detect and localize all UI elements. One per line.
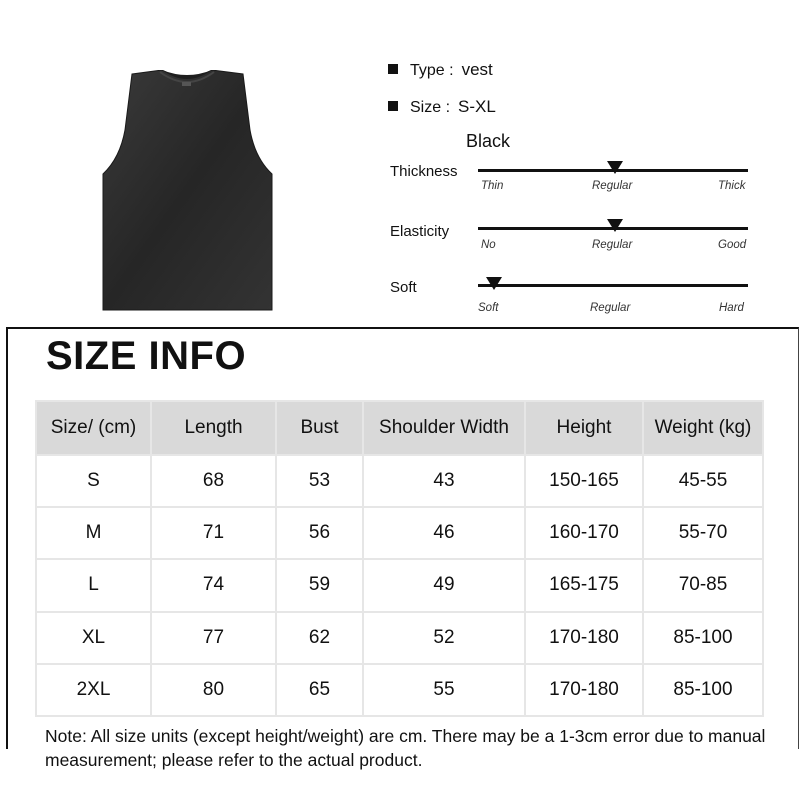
spec-size-value: S-XL [458,97,496,116]
spec-size-label: Size : [410,99,451,116]
scale-soft-label: Soft [390,279,417,296]
bullet-square-icon [388,101,398,111]
cell-height: 165-175 [526,560,642,610]
cell-bust: 62 [277,613,362,663]
scale-soft-tick-mid: Regular [590,302,631,314]
cell-size: M [37,508,150,558]
size-table-header-row [37,402,762,454]
size-info-title: SIZE INFO [46,334,247,378]
table-row [37,665,762,715]
scale-thickness-tick-low: Thin [481,180,504,192]
scale-thickness-label: Thickness [390,163,458,180]
scale-elasticity-label: Elasticity [390,223,450,240]
cell-bust: 59 [277,560,362,610]
header-bust: Bust [277,402,362,454]
scale-soft-marker [486,277,502,290]
cell-length: 74 [152,560,275,610]
cell-height: 170-180 [526,613,642,663]
scale-thickness-tick-mid: Regular [592,180,633,192]
bullet-square-icon [388,64,398,74]
color-name: Black [466,131,511,151]
cell-length: 80 [152,665,275,715]
scale-elasticity-tick-mid: Regular [592,239,633,251]
cell-bust: 56 [277,508,362,558]
table-row [37,560,762,610]
scale-soft-bar [478,284,748,287]
cell-size: XL [37,613,150,663]
cell-shoulder-width: 43 [364,456,524,506]
size-table [35,400,764,717]
scale-soft-tick-low: Soft [478,302,499,314]
scale-elasticity-marker [607,219,623,232]
spec-type-value: vest [461,60,493,79]
cell-length: 71 [152,508,275,558]
cell-shoulder-width: 46 [364,508,524,558]
header-height: Height [526,402,642,454]
cell-size: S [37,456,150,506]
table-row [37,456,762,506]
cell-shoulder-width: 52 [364,613,524,663]
spec-size [388,97,496,117]
cell-weight: 55-70 [644,508,762,558]
header-size: Size/ (cm) [37,402,150,454]
cell-bust: 53 [277,456,362,506]
cell-shoulder-width: 55 [364,665,524,715]
cell-weight: 45-55 [644,456,762,506]
cell-height: 170-180 [526,665,642,715]
spec-type-label: Type : [410,62,454,79]
table-row [37,508,762,558]
cell-length: 77 [152,613,275,663]
cell-size: 2XL [37,665,150,715]
cell-weight: 70-85 [644,560,762,610]
header-weight: Weight (kg) [644,402,762,454]
scale-thickness-tick-high: Thick [718,180,746,192]
header-shoulder-width: Shoulder Width [364,402,524,454]
cell-shoulder-width: 49 [364,560,524,610]
cell-height: 150-165 [526,456,642,506]
cell-length: 68 [152,456,275,506]
spec-type [388,60,493,80]
scale-elasticity-tick-high: Good [718,239,747,251]
table-row [37,613,762,663]
header-length: Length [152,402,275,454]
scale-elasticity-tick-low: No [481,239,496,251]
scale-thickness-marker [607,161,623,174]
product-vest-image [100,70,275,312]
cell-weight: 85-100 [644,613,762,663]
scale-soft-tick-high: Hard [719,302,744,314]
size-note: Note: All size units (except height/weight) are cm. There may be a 1-3cm error due to manual measurement; please refer to the actual product. [45,726,766,770]
cell-weight: 85-100 [644,665,762,715]
cell-height: 160-170 [526,508,642,558]
cell-bust: 65 [277,665,362,715]
cell-size: L [37,560,150,610]
